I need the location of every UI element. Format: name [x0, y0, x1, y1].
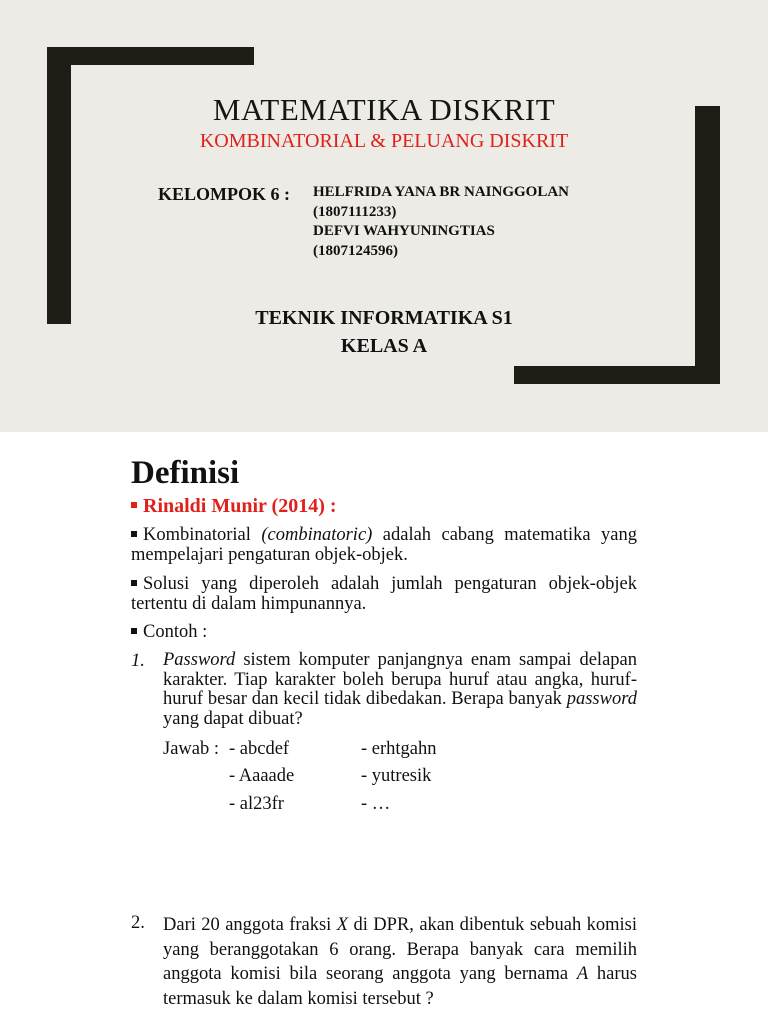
- answer-item: - erhtgahn: [361, 739, 437, 759]
- title-slide: [0, 0, 768, 432]
- square-bullet-icon: [131, 531, 137, 537]
- bullet-1-post: adalah cabang matematika yang mempelajari pengaturan objek-objek.: [131, 525, 637, 565]
- example-1-em2: password: [566, 689, 637, 709]
- member-id-1: (1807111233): [313, 203, 397, 220]
- frame-top-left-vertical: [47, 47, 71, 324]
- answer-item: - yutresik: [361, 766, 432, 786]
- example-1-text2: yang dapat dibuat?: [163, 708, 303, 729]
- answer-item: - Aaaade: [229, 766, 295, 786]
- example-2-t3: harus termasuk ke dalam komisi tersebut ?: [163, 964, 637, 1009]
- slide-title: MATEMATIKA DISKRIT: [212, 92, 556, 127]
- answer-label: Jawab :: [163, 739, 219, 759]
- program-name: TEKNIK INFORMATIKA S1: [255, 307, 513, 329]
- slide-heading: Definisi: [131, 455, 240, 491]
- square-bullet-icon: [131, 580, 137, 586]
- example-1-text: [163, 651, 637, 729]
- bullet-2-text: Solusi yang diperoleh adalah jumlah pengaturan objek-objek tertentu di dalam himpunannya.: [131, 574, 637, 614]
- example-2-t1: Dari 20 anggota fraksi: [163, 915, 337, 935]
- answer-item: - abcdef: [229, 739, 290, 759]
- slide-subtitle: KOMBINATORIAL & PELUANG DISKRIT: [199, 130, 569, 152]
- example-2-em2: A: [576, 964, 589, 984]
- source-text: Rinaldi Munir (2014) :: [143, 495, 337, 517]
- example-1-number: 1.: [131, 651, 145, 671]
- example-2-t2: di DPR, akan dibentuk sebuah komisi yang beranggotakan 6 orang. Berapa banyak cara memilih anggota komisi bila seorang anggota yang bernama: [163, 915, 637, 984]
- square-bullet-icon: [131, 502, 137, 508]
- bullet-example: [131, 622, 207, 643]
- bullet-solution: [131, 575, 637, 614]
- group-label: KELOMPOK 6 :: [158, 184, 290, 204]
- bullet-combinatoric: [131, 526, 637, 565]
- example-2-number: 2.: [131, 913, 145, 933]
- answer-item: - al23fr: [229, 794, 284, 814]
- example-2-em1: X: [336, 915, 349, 935]
- member-list: [313, 183, 569, 261]
- bullet-3-text: Contoh :: [143, 622, 208, 642]
- member-id-2: (1807124596): [313, 242, 398, 259]
- frame-bottom-right-horizontal: [514, 366, 720, 384]
- example-1-em1: Password: [163, 650, 236, 670]
- bullet-1-pre: Kombinatorial: [143, 525, 262, 545]
- square-bullet-icon: [131, 628, 137, 634]
- source-bullet: [131, 495, 337, 518]
- example-1-text1: sistem komputer panjangnya enam sampai delapan karakter. Tiap karakter boleh berupa huruf atau angka, huruf-huruf besar dan kecil tidak dibedakan. Berapa banyak: [163, 650, 637, 709]
- member-name-2: DEFVI WAHYUNINGTIAS: [313, 223, 495, 239]
- bullet-1-em: (combinatoric): [261, 525, 373, 545]
- answer-item: - …: [361, 794, 391, 814]
- example-2-text: [163, 913, 637, 1011]
- frame-top-left-horizontal: [47, 47, 254, 65]
- member-name-1: HELFRIDA YANA BR NAINGGOLAN: [313, 184, 570, 200]
- class-name: KELAS A: [340, 335, 428, 357]
